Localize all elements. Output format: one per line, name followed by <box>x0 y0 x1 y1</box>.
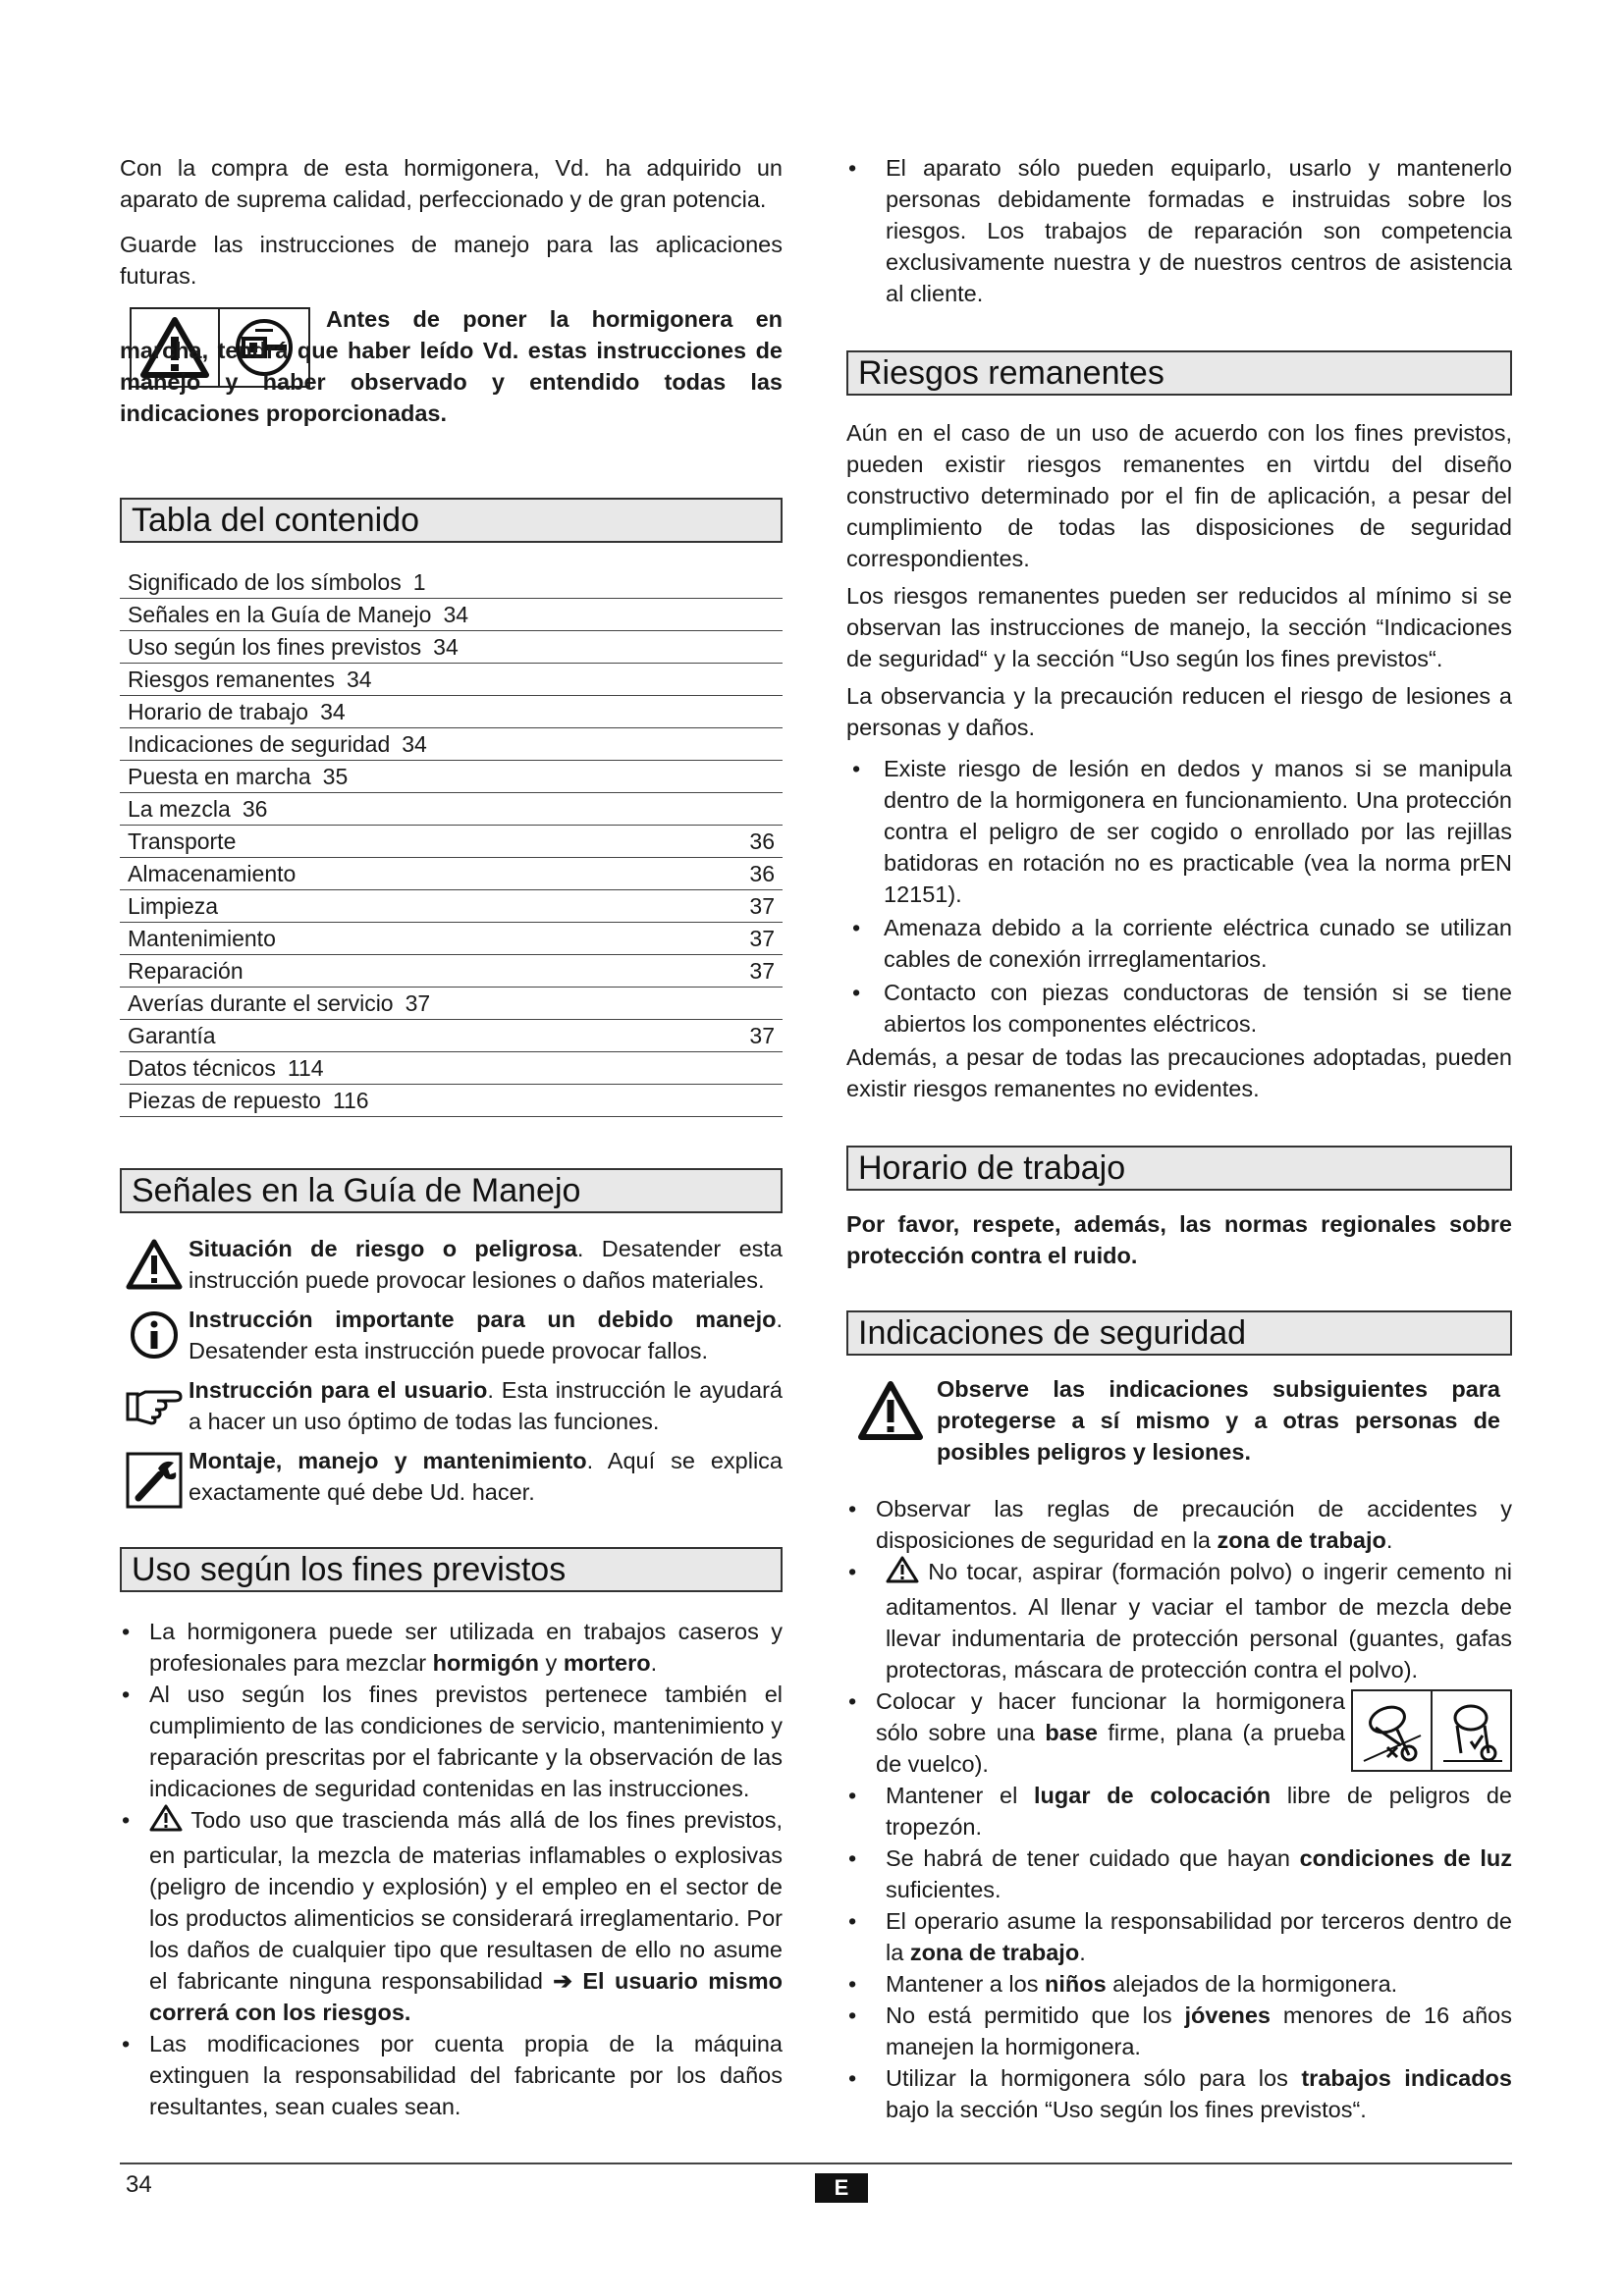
toc-label: Reparación <box>128 958 244 984</box>
toc-page: 1 <box>412 569 426 595</box>
toc-row <box>120 1052 783 1085</box>
wrench-icon <box>120 1445 189 1510</box>
toc-row <box>120 664 783 696</box>
toc-label: Limpieza <box>128 893 219 919</box>
page-number: 34 <box>126 2171 152 2198</box>
riesgos-bullet: • Contacto con piezas conductoras de tensión si se tiene abiertos los componentes eléctricos. <box>852 980 1512 1037</box>
riesgos-bullet: • Existe riesgo de lesión en dedos y manos si se manipula dentro de la hormigonera en funcionamiento. Una protección contra el peligro de ser cogido o enrollado por las rejillas batidoras en rotación no es practicable (vea la norma prEN 12151). <box>852 756 1512 907</box>
toc-label: Uso según los fines previstos <box>128 634 422 660</box>
toc-label: Señales en la Guía de Manejo <box>128 602 432 627</box>
toc-row <box>120 599 783 631</box>
riesgos-paragraph-3: La observancia y la precaución reducen el riesgo de lesiones a personas y daños. <box>846 683 1512 740</box>
toc-label: Datos técnicos <box>128 1055 276 1081</box>
toc-label: Puesta en marcha <box>128 764 311 789</box>
seguridad-warning-text: Observe las indicaciones subsiguientes para protegerse a sí mismo y a otras personas de posibles peligros y lesiones. <box>937 1376 1500 1465</box>
riesgos-paragraph-1: Aún en el caso de un uso de acuerdo con los fines previstos, pueden existir riesgos remanentes en virtdu del diseño constructivo determinado por el fin de aplicación, a pesar del cumplimiento de todas las disposiciones de seguridad correspondientes. <box>846 420 1512 571</box>
signal-assembly-desc: . Aquí se explica exactamente qué debe Ud. hacer. <box>189 1448 783 1505</box>
uso-bullet-4: • Las modificaciones por cuenta propia de la máquina extinguen la responsabilidad del fabricante por los daños resultantes, sean cuales sean. <box>122 2031 783 2119</box>
arrow-icon: ➔ <box>553 1968 572 1994</box>
warning-triangle-icon <box>858 1373 937 1468</box>
toc-row <box>120 793 783 826</box>
toc-row <box>120 988 783 1020</box>
toc-label: Riesgos remanentes <box>128 667 335 692</box>
toc-page: 36 <box>242 796 268 822</box>
uso-bullet-3: • Todo uso que trascienda más allá de los fines previstos, en particular, la mezcla de materias inflamables o explosivas (peligro de incendio y explosión) y el empleo en el sector de los productos alimenticios se considerará irreglamentario. Por los daños de cualquier tipo que resultasen de ello no asume el fabricante ninguna responsabilidad ➔ El usuario mismo correrá con los riesgos. <box>120 1804 783 2028</box>
toc-row <box>120 566 783 599</box>
toc-row <box>120 1020 783 1052</box>
toc-page: 37 <box>749 1023 775 1048</box>
mixer-stability-icon <box>1351 1689 1512 1772</box>
right-top-bullet: • El aparato sólo pueden equiparlo, usarlo y mantenerlo personas debidamente formadas e instruidas sobre los riesgos. Los trabajos de reparación son competencia exclusivamente nuestra y de nuestros centros de asistencia al cliente. <box>848 155 1512 306</box>
footer-divider <box>120 2163 1512 2164</box>
riesgos-list <box>846 753 1512 1040</box>
toc-row <box>120 1085 783 1117</box>
toc-page: 37 <box>405 990 431 1016</box>
mixer-tilted-icon <box>1353 1691 1433 1770</box>
seguridad-bullet-9: • Utilizar la hormigonera sólo para los trabajos indicados bajo la sección “Uso según los fines previstos“. <box>848 2065 1512 2122</box>
horario-text: Por favor, respete, además, las normas regionales sobre protección contra el ruido. <box>846 1211 1512 1268</box>
signal-info-desc: . Desatender esta instrucción puede provocar fallos. <box>189 1307 783 1363</box>
seguridad-heading: Indicaciones de seguridad <box>846 1310 1512 1356</box>
seguridad-list <box>846 1493 1512 2125</box>
left-column <box>120 152 783 2122</box>
riesgos-body <box>846 417 1512 1104</box>
signals-list <box>120 1233 783 1510</box>
toc-row <box>120 955 783 988</box>
uso-bullet-1: • La hormigonera puede ser utilizada en trabajos caseros y profesionales para mezclar hormigón y mortero. <box>122 1619 783 1676</box>
signal-assembly <box>120 1445 783 1510</box>
toc-heading: Tabla del contenido <box>120 498 783 543</box>
toc-list <box>120 566 783 1117</box>
seguridad-bullet-4: • Mantener el lugar de colocación libre de peligros de tropezón. <box>848 1783 1512 1840</box>
seguridad-bullet-6: • El operario asume la responsabilidad por terceros dentro de la zona de trabajo. <box>848 1908 1512 1965</box>
seguridad-bullet-7: • Mantener a los niños alejados de la hormigonera. <box>848 1971 1398 1997</box>
seguridad-warning <box>846 1373 1512 1468</box>
signal-info <box>120 1304 783 1366</box>
signal-danger-desc: . Desatender esta instrucción puede provocar lesiones o daños materiales. <box>189 1236 784 1293</box>
toc-row <box>120 826 783 858</box>
signal-info-title: Instrucción importante para un debido manejo <box>189 1307 777 1332</box>
language-badge: E <box>815 2173 868 2203</box>
toc-page: 36 <box>749 861 775 886</box>
signal-user-desc: . Esta instrucción le ayudará a hacer un uso óptimo de todas las funciones. <box>189 1377 783 1434</box>
uso-heading: Uso según los fines previstos <box>120 1547 783 1592</box>
toc-label: Garantía <box>128 1023 216 1048</box>
seguridad-bullet-3: • Colocar y hacer funcionar la hormigonera sólo sobre una base firme, plana (a prueba de vuelco). <box>846 1685 1512 1780</box>
riesgos-bullet: • Amenaza debido a la corriente eléctrica cunado se utilizan cables de conexión irrreglamentarios. <box>852 915 1512 972</box>
seguridad-bullet-8: • No está permitido que los jóvenes menores de 16 años manejen la hormigonera. <box>848 2002 1512 2059</box>
warning-triangle-icon <box>886 1556 919 1591</box>
uso-bullet-2: • Al uso según los fines previstos pertenece también el cumplimiento de las condiciones de servicio, mantenimiento y reparación prescritas por el fabricante y la observación de las indicaciones de seguridad contenidas en las instrucciones. <box>122 1682 783 1801</box>
toc-label: Mantenimiento <box>128 926 276 951</box>
riesgos-paragraph-2: Los riesgos remanentes pueden ser reducidos al mínimo si se observan las instrucciones de manejo, la sección “Indicaciones de seguridad“ y la sección “Uso según los fines previstos“. <box>846 583 1512 671</box>
signal-danger-title: Situación de riesgo o peligrosa <box>189 1236 577 1261</box>
toc-page: 116 <box>332 1088 369 1113</box>
toc-row <box>120 890 783 923</box>
toc-page: 37 <box>749 893 775 919</box>
warning-triangle-icon <box>120 1233 189 1296</box>
warning-text: Antes de poner la hormigonera en marcha, tendrá que haber leído Vd. estas instrucciones de manejo y haber observado y entendido todas las indicaciones proporcionadas. <box>120 306 783 426</box>
toc-label: Almacenamiento <box>128 861 297 886</box>
warning-triangle-icon <box>149 1804 183 1840</box>
warning-block <box>120 303 783 470</box>
toc-label: Piezas de repuesto <box>128 1088 321 1113</box>
toc-page: 37 <box>749 926 775 951</box>
toc-page: 34 <box>433 634 459 660</box>
toc-label: Horario de trabajo <box>128 699 309 724</box>
riesgos-heading: Riesgos remanentes <box>846 350 1512 396</box>
toc-page: 35 <box>322 764 349 789</box>
toc-label: La mezcla <box>128 796 231 822</box>
riesgos-paragraph-4: Además, a pesar de todas las precauciones adoptadas, pueden existir riesgos remanentes no evidentes. <box>846 1044 1512 1101</box>
signals-heading: Señales en la Guía de Manejo <box>120 1168 783 1213</box>
right-top-list <box>846 152 1512 309</box>
toc-page: 36 <box>749 828 775 854</box>
seguridad-bullet-1: • Observar las reglas de precaución de accidentes y disposiciones de seguridad en la zona de trabajo. <box>848 1496 1512 1553</box>
signal-assembly-title: Montaje, manejo y mantenimiento <box>189 1448 587 1473</box>
toc-page: 34 <box>346 667 372 692</box>
toc-row <box>120 923 783 955</box>
intro-paragraph-1: Con la compra de esta hormigonera, Vd. ha adquirido un aparato de suprema calidad, perfeccionado y de gran potencia. <box>120 155 783 212</box>
info-icon <box>120 1304 189 1366</box>
toc-row <box>120 728 783 761</box>
seguridad-bullet-2: • No tocar, aspirar (formación polvo) o ingerir cemento ni aditamentos. Al llenar y vaciar el tambor de mezcla debe llevar indumentaria de protección personal (guantes, gafas protectoras, máscara de protección contra el polvo). <box>846 1556 1512 1685</box>
toc-label: Significado de los símbolos <box>128 569 402 595</box>
toc-row <box>120 696 783 728</box>
toc-page: 114 <box>287 1055 324 1081</box>
toc-label: Averías durante el servicio <box>128 990 394 1016</box>
toc-label: Indicaciones de seguridad <box>128 731 391 757</box>
right-column <box>846 152 1512 2125</box>
pointing-hand-icon <box>120 1374 189 1437</box>
toc-page: 34 <box>402 731 427 757</box>
signal-user-title: Instrucción para el usuario <box>189 1377 488 1403</box>
toc-label: Transporte <box>128 828 237 854</box>
signal-user <box>120 1374 783 1437</box>
toc-page: 37 <box>749 958 775 984</box>
toc-page: 34 <box>320 699 346 724</box>
horario-heading: Horario de trabajo <box>846 1146 1512 1191</box>
seguridad-bullet-5: • Se habrá de tener cuidado que hayan condiciones de luz suficientes. <box>848 1845 1513 1902</box>
mixer-level-icon <box>1433 1691 1510 1770</box>
toc-row <box>120 631 783 664</box>
toc-row <box>120 858 783 890</box>
toc-row <box>120 761 783 793</box>
intro-paragraph-2: Guarde las instrucciones de manejo para las aplicaciones futuras. <box>120 232 783 289</box>
toc-page: 34 <box>443 602 469 627</box>
signal-danger <box>120 1233 783 1296</box>
uso-list <box>120 1616 783 2122</box>
